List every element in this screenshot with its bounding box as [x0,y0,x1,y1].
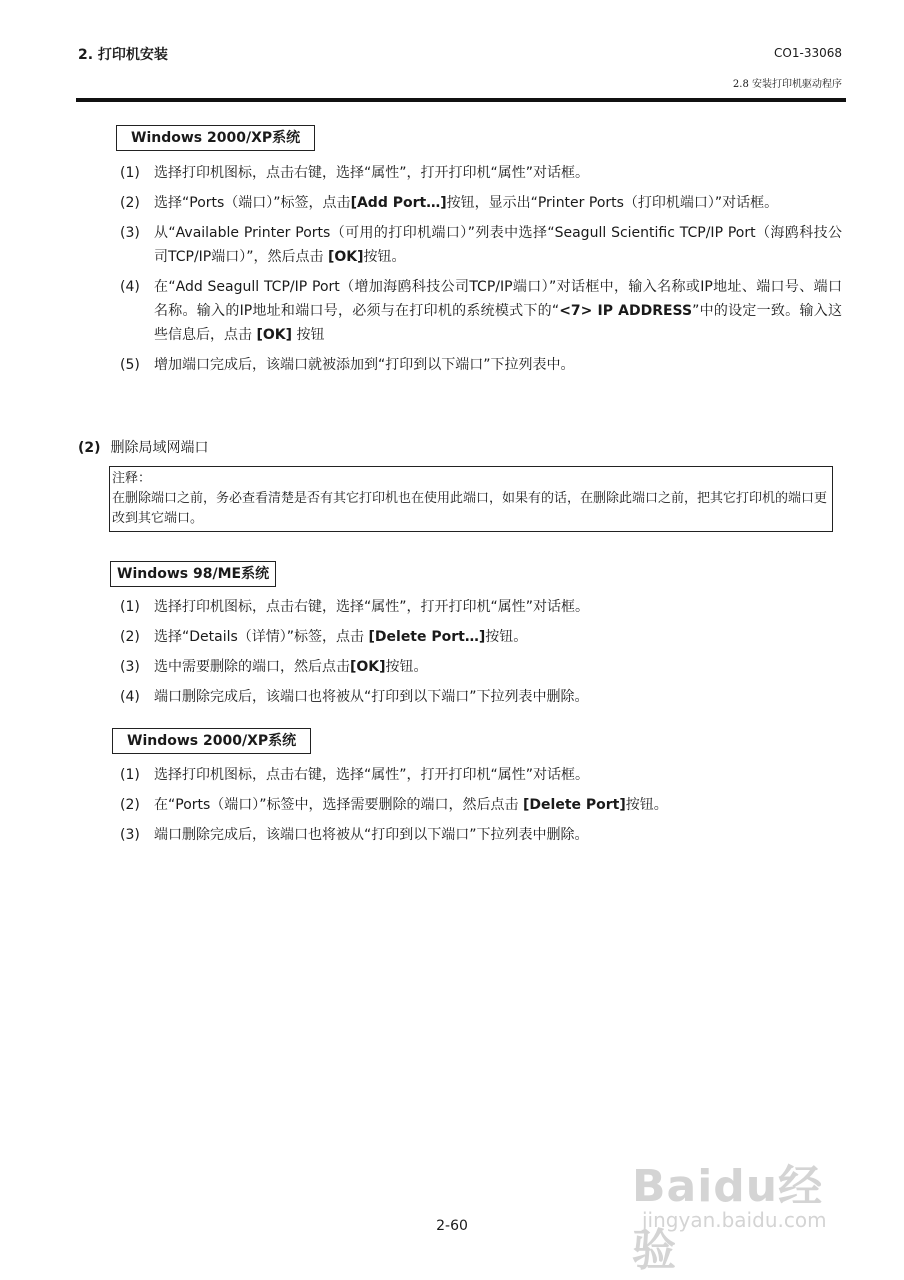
watermark-url: jingyan.baidu.com [642,1208,827,1232]
step-number: (2) [120,629,140,645]
system-label-box: Windows 2000/XP系统 [116,125,315,151]
note-box [109,466,833,532]
step-text [154,161,842,185]
step-text-part: 选择打印机图标，点击右键，选择“属性”，打开打印机“属性”对话框。 [154,165,590,181]
step-list [120,763,842,853]
step-text-part: 选择“Details（详情）”标签，点击 [154,629,369,645]
step-text-bold: [OK] [350,659,386,675]
step-text-part: 按钮。 [625,797,668,813]
document-code: CO1-33068 [774,46,842,60]
step-text-part: 端口删除完成后，该端口也将被从“打印到以下端口”下拉列表中删除。 [154,827,589,843]
step-text-part: 端口删除完成后，该端口也将被从“打印到以下端口”下拉列表中删除。 [154,689,589,705]
chapter-title: 2. 打印机安装 [78,47,168,63]
step-text [154,823,842,847]
step-item [120,655,842,679]
section-title: 2.8 安装打印机驱动程序 [732,79,842,90]
step-text-part: 选择打印机图标，点击右键，选择“属性”，打开打印机“属性”对话框。 [154,599,590,615]
step-number: (3) [120,827,140,843]
step-text [154,191,842,215]
step-item [120,685,842,709]
step-text [154,595,842,619]
system-label-box: Windows 2000/XP系统 [112,728,311,754]
section-number: (2) [78,440,101,456]
step-text-part: 按钮 [292,327,325,343]
step-item [120,275,842,347]
step-item [120,625,842,649]
step-item [120,793,842,817]
step-number: (2) [120,195,140,211]
step-number: (1) [120,165,140,181]
header-rule [76,98,846,102]
step-text-part: 从“Available Printer Ports（可用的打印机端口）”列表中选择“Seagull Scientific TCP/IP Port（海鸥科技公司TCP/IP端口）”，然后点击 [154,225,842,265]
step-item [120,353,842,377]
step-text-bold: <7> IP ADDRESS [559,303,693,319]
step-item [120,221,842,269]
step-number: (4) [120,689,140,705]
note-text: 在删除端口之前，务必查看清楚是否有其它打印机也在使用此端口，如果有的话，在删除此端口之前，把其它打印机的端口更改到其它端口。 [112,491,828,526]
system-label-box: Windows 98/ME系统 [110,561,276,587]
section-heading [78,436,209,460]
step-text-part: 按钮。 [485,629,528,645]
step-text [154,221,842,269]
step-list [120,595,842,715]
step-number: (1) [120,767,140,783]
step-text [154,625,842,649]
step-text-part: 按钮。 [363,249,406,265]
step-text-part: ”中的设定一致。输入这些信息后，点击 [154,303,842,343]
watermark-logo: Baidu经验 [632,1161,824,1276]
step-item [120,191,842,215]
step-text-bold: [OK] [256,327,292,343]
section-heading-text: 删除局域网端口 [110,440,209,456]
step-text-part: 按钮，显示出“Printer Ports（打印机端口）”对话框。 [446,195,779,211]
step-text [154,655,842,679]
note-label: 注释： [112,471,152,486]
step-item [120,823,842,847]
step-text-part: 选中需要删除的端口，然后点击 [154,659,350,675]
page-number: 2-60 [436,1218,468,1234]
step-number: (4) [120,279,140,295]
step-text-bold: [OK] [327,249,364,265]
step-text-part: 按钮。 [385,659,428,675]
step-text-part: 在“Ports（端口）”标签中，选择需要删除的端口，然后点击 [154,797,524,813]
step-number: (3) [120,225,140,241]
step-text-part: 在“Add Seagull TCP/IP Port（增加海鸥科技公司TCP/IP端口）”对话框中，输入名称或IP地址、端口号、端口名称。输入的IP地址和端口号，必须与在打印机的系统模式下的“ [154,279,842,319]
step-text [154,275,842,347]
step-list [120,161,842,383]
step-text-part: 选择“Ports（端口）”标签，点击 [154,195,351,211]
step-item [120,595,842,619]
step-number: (3) [120,659,140,675]
step-text-part: 增加端口完成后，该端口就被添加到“打印到以下端口”下拉列表中。 [154,357,575,373]
step-text-bold: [Delete Port] [523,797,626,813]
step-text-part: 选择打印机图标，点击右键，选择“属性”，打开打印机“属性”对话框。 [154,767,590,783]
step-item [120,763,842,787]
step-text [154,763,842,787]
step-number: (1) [120,599,140,615]
baidu-watermark [632,1150,842,1276]
step-number: (5) [120,357,140,373]
step-text-bold: [Delete Port…] [368,629,486,645]
step-text-bold: [Add Port…] [350,195,447,211]
step-number: (2) [120,797,140,813]
step-text [154,353,842,377]
step-text [154,685,842,709]
step-text [154,793,842,817]
step-item [120,161,842,185]
